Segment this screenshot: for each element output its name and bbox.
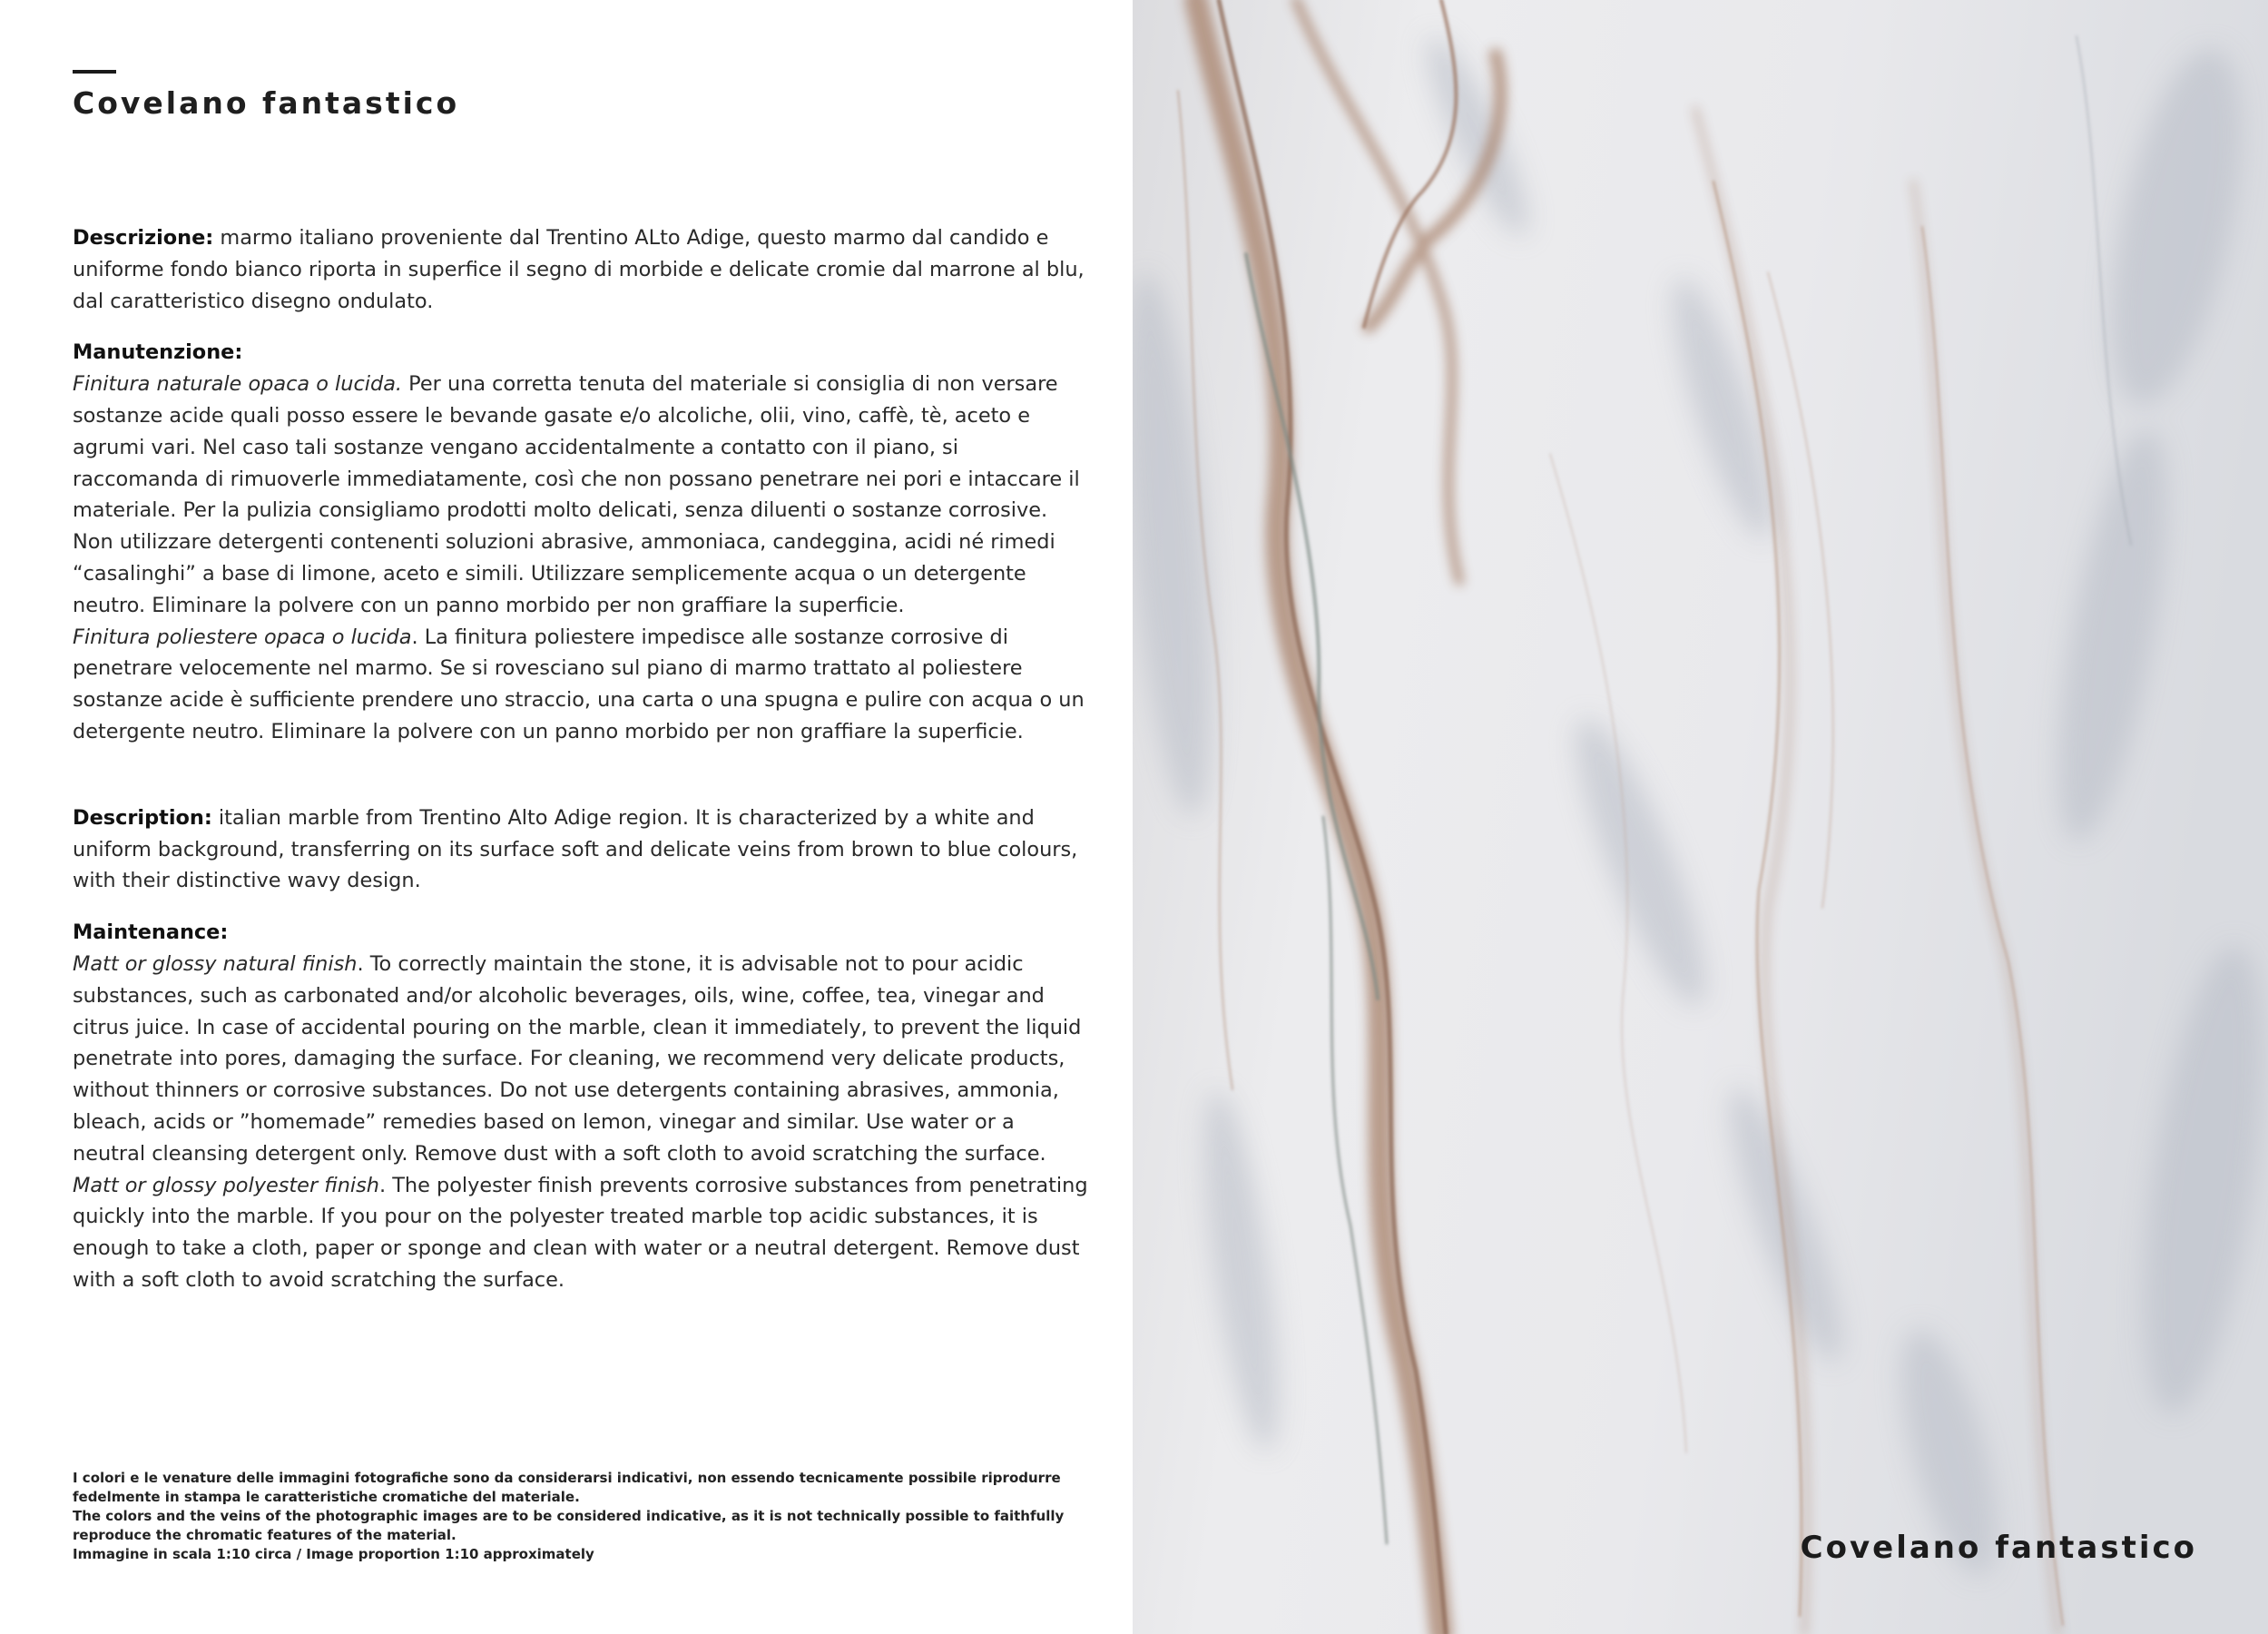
- italian-description-text: marmo italiano proveniente dal Trentino ALto Adige, questo marmo dal candido e uniforme fondo bianco riporta in superfice il segno di morbide e delicate cromie dal marrone al blu, dal caratteristico disegno ondulato.: [73, 226, 1085, 313]
- footnote: [73, 1469, 1089, 1564]
- english-polyester-finish: [73, 1170, 1089, 1296]
- page-title: Covelano fantastico: [73, 85, 460, 121]
- italian-description-label: Descrizione:: [73, 226, 214, 250]
- english-description: [73, 802, 1089, 897]
- marble-photo: [1133, 0, 2268, 1634]
- english-natural-finish-label: Matt or glossy natural finish: [73, 951, 358, 976]
- body-text: [73, 222, 1089, 1296]
- text-page: [0, 0, 1133, 1634]
- italian-maintenance-heading: [73, 337, 1089, 369]
- english-description-label: Description:: [73, 805, 212, 830]
- italian-natural-finish-text: Per una corretta tenuta del materiale si consiglia di non versare sostanze acide quali posso essere le bevande gasate e/o alcoliche, olii, vino, caffè, tè, aceto e agrumi vari. Nel caso tali sostanze vengano accidentalmente a contatto con il piano, si raccomanda di rimuoverle immediatamente, così che non possano penetrare nei pori e intaccare il materiale. Per la pulizia consigliamo prodotti molto delicati, senza diluenti o sostanze corrosive. Non utilizzare detergenti contenenti soluzioni abrasive, ammoniaca, candeggina, acidi né rimedi “casalinghi” a base di limone, aceto e simili. Utilizzare semplicemente acqua o un detergente neutro. Eliminare la polvere con un panno morbido per non graffiare la superficie.: [73, 372, 1080, 617]
- english-polyester-finish-text: . The polyester finish prevents corrosive substances from penetrating quickly into the marble. If you pour on the polyester treated marble top acidic substances, it is enough to take a cloth, paper or sponge and clean with water or a neutral detergent. Remove dust with a soft cloth to avoid scratching the surface.: [73, 1173, 1088, 1292]
- italian-polyester-finish-label: Finitura poliestere opaca o lucida: [73, 625, 412, 649]
- english-polyester-finish-label: Matt or glossy polyester finish: [73, 1173, 380, 1197]
- photo-caption: Covelano fantastico: [1800, 1530, 2197, 1566]
- italian-polyester-finish-text: . La finitura poliestere impedisce alle sostanze corrosive di penetrare velocemente nel marmo. Se si rovesciano sul piano di marmo trattato al poliestere sostanze acide è sufficiente prendere uno straccio, una carta o una spugna e pulire con acqua o un detergente neutro. Eliminare la polvere con un panno morbido per non graffiare la superficie.: [73, 625, 1085, 743]
- footnote-italian: I colori e le venature delle immagini fotografiche sono da considerarsi indicativi, non essendo tecnicamente possibile riprodurre fedelmente in stampa le caratteristiche cromatiche del materiale.: [73, 1470, 1061, 1505]
- italian-natural-finish: [73, 369, 1089, 621]
- title-rule: [73, 70, 116, 74]
- english-maintenance-heading: [73, 917, 1089, 949]
- italian-polyester-finish: [73, 622, 1089, 748]
- italian-maintenance-label: Manutenzione:: [73, 340, 243, 365]
- italian-description: [73, 222, 1089, 317]
- english-natural-finish: [73, 949, 1089, 1170]
- english-description-text: italian marble from Trentino Alto Adige region. It is characterized by a white and uniform background, transferring on its surface soft and delicate veins from brown to blue colours, with their distinctive wavy design.: [73, 805, 1078, 893]
- footnote-scale: Immagine in scala 1:10 circa / Image proportion 1:10 approximately: [73, 1546, 594, 1562]
- footnote-english: The colors and the veins of the photographic images are to be considered indicative, as it is not technically possible to faithfully reproduce the chromatic features of the material.: [73, 1508, 1065, 1543]
- english-natural-finish-text: . To correctly maintain the stone, it is advisable not to pour acidic substances, such as carbonated and/or alcoholic beverages, oils, wine, coffee, tea, vinegar and citrus juice. In case of accidental pouring on the marble, clean it immediately, to prevent the liquid penetrate into pores, damaging the surface. For cleaning, we recommend very delicate products, without thinners or corrosive substances. Do not use detergents containing abrasives, ammonia, bleach, acids or ”homemade” remedies based on lemon, vinegar and similar. Use water or a neutral cleansing detergent only. Remove dust with a soft cloth to avoid scratching the surface.: [73, 951, 1082, 1166]
- italian-natural-finish-label: Finitura naturale opaca o lucida.: [73, 372, 403, 397]
- english-maintenance-label: Maintenance:: [73, 920, 229, 945]
- marble-texture-icon: [1133, 0, 2268, 1634]
